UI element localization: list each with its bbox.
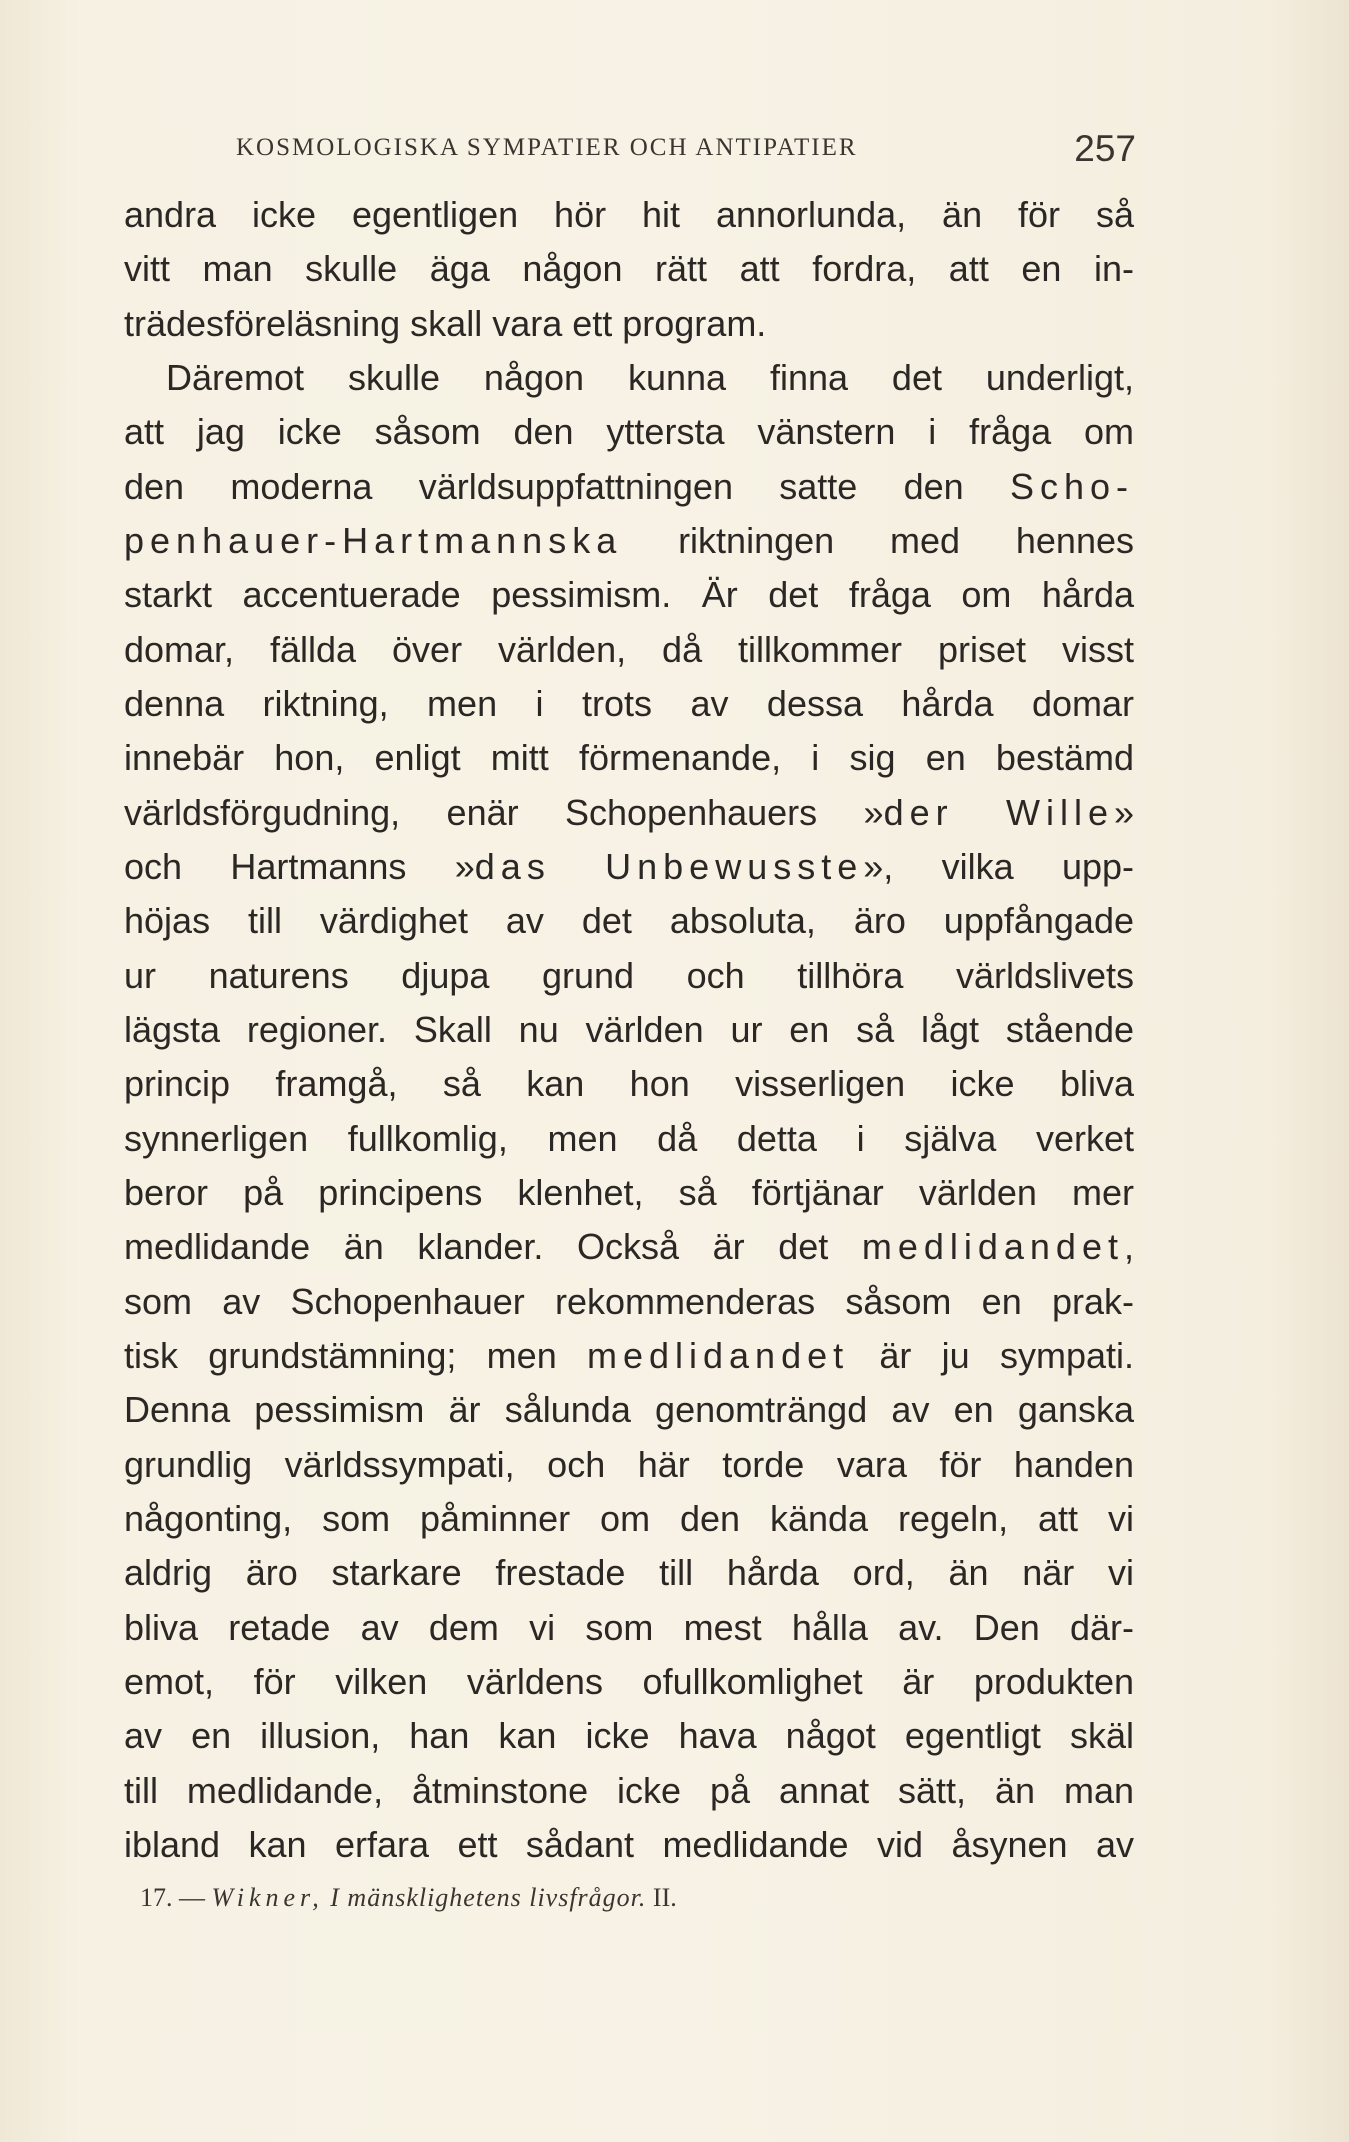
text-line: beror på principens klenhet, så förtjänar världen mer [124, 1171, 1134, 1213]
text-line: lägsta regioner. Skall nu världen ur en så lågt stående [124, 1008, 1134, 1050]
text-line: starkt accentuerade pessimism. Är det fråga om hårda [124, 574, 1134, 616]
footer-book-title: I mänsklighetens livsfrågor. [330, 1883, 647, 1912]
running-header [236, 128, 1136, 168]
signature-footer [140, 1883, 677, 1913]
text-line: höjas till värdighet av det absoluta, äro uppfångade [124, 900, 1134, 942]
text-line: vitt man skulle äga någon rätt att fordra, att en in- [124, 248, 1134, 290]
text-line: princip framgå, så kan hon visserligen icke bliva [124, 1063, 1134, 1105]
text-line: av en illusion, han kan icke hava något egentligt skäl [124, 1715, 1134, 1757]
running-title: KOSMOLOGISKA SYMPATIER OCH ANTIPATIER [236, 134, 858, 161]
text-line: andra icke egentligen hör hit annorlunda, än för så [124, 194, 1134, 235]
footer-author: Wikner, [211, 1883, 324, 1912]
text-line: grundlig världssympati, och här torde vara för handen [124, 1443, 1134, 1485]
text-line: att jag icke såsom den yttersta vänstern i fråga om [124, 411, 1134, 453]
text-line: och Hartmanns »das Unbewusste», vilka upp- [124, 845, 1135, 887]
text-line: Däremot skulle någon kunna finna det underligt, [166, 356, 1134, 398]
text-line: bliva retade av dem vi som mest hålla av. Den där- [124, 1606, 1134, 1648]
footer-volume: II. [652, 1883, 677, 1912]
signature-number: 17. [140, 1883, 173, 1912]
spaced-emphasis: penhauer-Hartmannska [124, 519, 623, 561]
text-line: till medlidande, åtminstone icke på annat sätt, än man [124, 1769, 1134, 1811]
text-line: denna riktning, men i trots av dessa hårda domar [124, 682, 1134, 724]
text-line: den moderna världsuppfattningen satte den Scho- [124, 465, 1134, 507]
text-line: aldrig äro starkare frestade till hårda ord, än när vi [124, 1552, 1134, 1594]
text-line: synnerligen fullkomlig, men då detta i själva verket [124, 1117, 1134, 1159]
spaced-emphasis: das Unbewusste [474, 845, 864, 887]
text-line: ibland kan erfara ett sådant medlidande vid åsynen av [124, 1823, 1134, 1865]
text-line: innebär hon, enligt mitt förmenande, i sig en bestämd [124, 737, 1134, 779]
spaced-emphasis: Scho- [1009, 465, 1134, 507]
spaced-emphasis: medlidandet [586, 1334, 850, 1376]
text-line: domar, fällda över världen, då tillkommer priset visst [124, 628, 1134, 670]
text-line: emot, för vilken världens ofullkomlighet är produkten [124, 1660, 1134, 1702]
text-line: trädesföreläsning skall vara ett program. [124, 302, 767, 344]
spaced-emphasis: medlidandet [861, 1226, 1124, 1268]
spaced-emphasis: der Wille [883, 791, 1114, 833]
text-line: som av Schopenhauer rekommenderas såsom en prak- [124, 1280, 1134, 1322]
text-line: tisk grundstämning; men medlidandet är ju sympati. [124, 1334, 1134, 1376]
text-line: någonting, som påminner om den kända regeln, att vi [124, 1497, 1134, 1539]
text-line: ur naturens djupa grund och tillhöra världslivets [124, 954, 1134, 996]
body-text [124, 188, 1134, 1872]
text-line: medlidande än klander. Också är det medlidandet, [124, 1226, 1134, 1268]
text-line: världsförgudning, enär Schopenhauers »der Wille» [124, 791, 1134, 833]
footer-dash: — [179, 1883, 205, 1912]
text-line: Denna pessimism är sålunda genomträngd av en ganska [124, 1389, 1134, 1431]
text-line: penhauer-Hartmannska riktningen med hennes [124, 519, 1134, 561]
page-number: 257 [1074, 128, 1136, 169]
